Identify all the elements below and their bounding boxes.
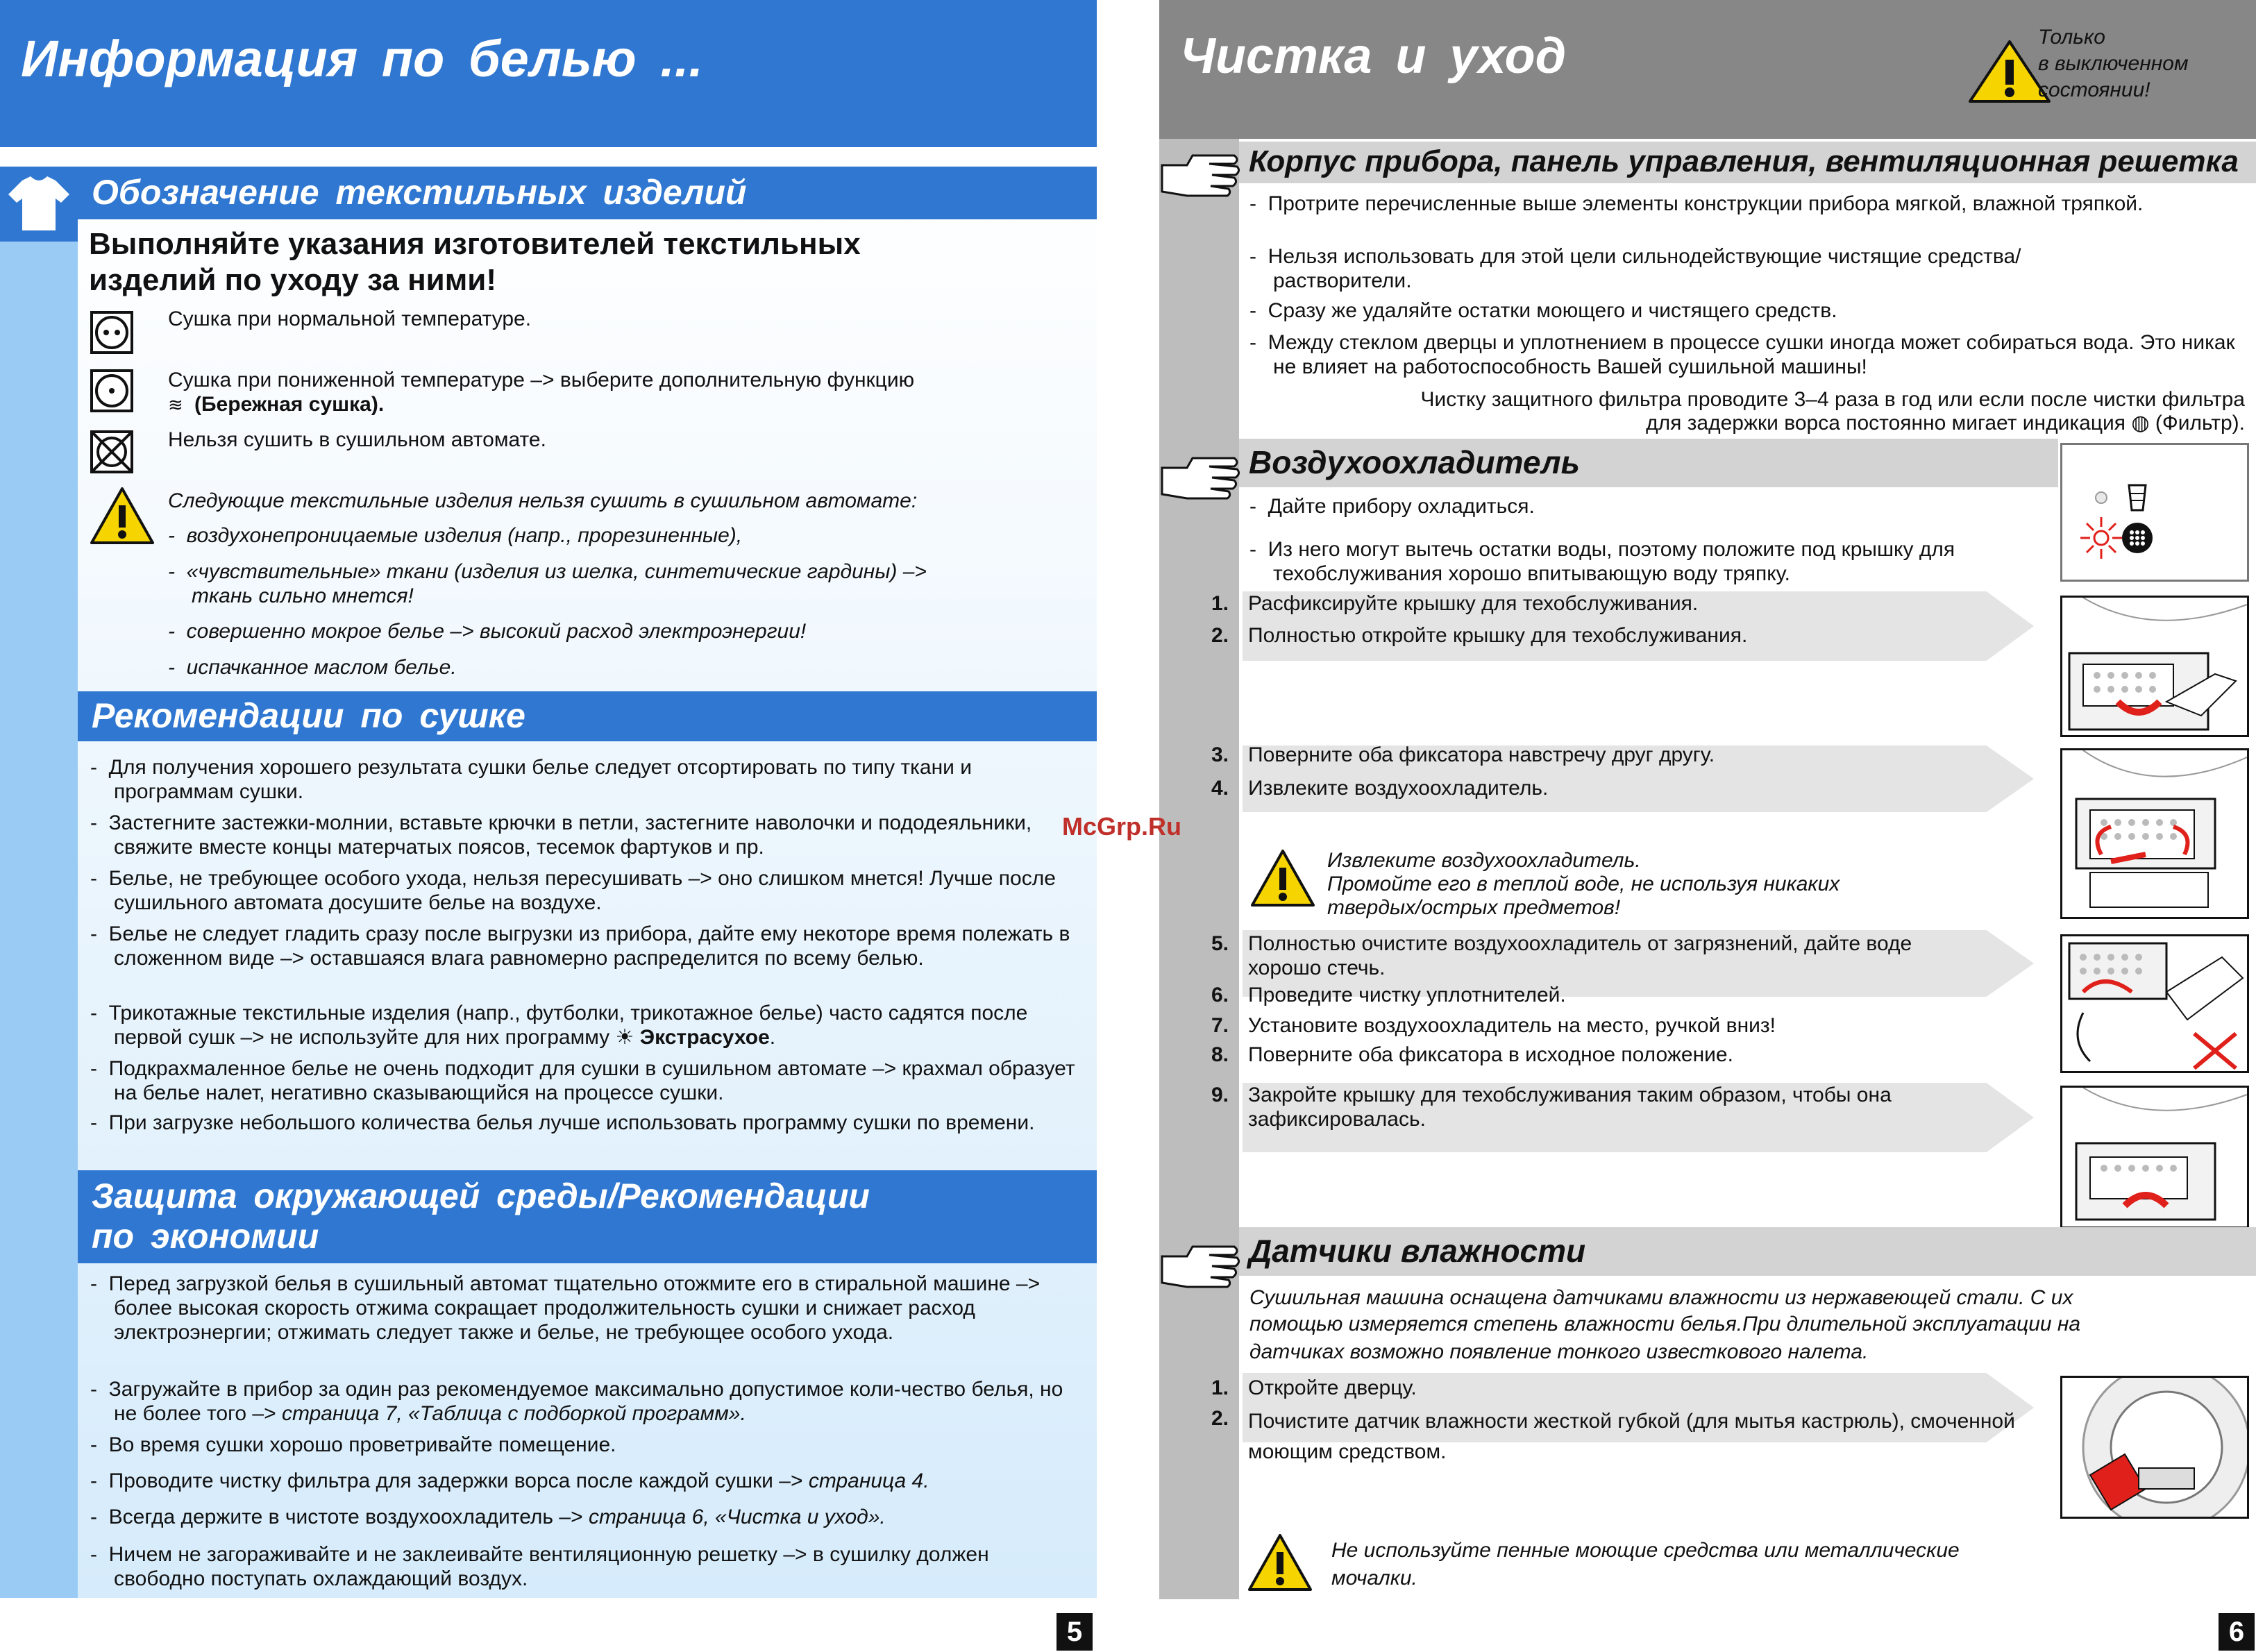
page-number-right: 6 (2219, 1613, 2255, 1651)
cooler-warning-line3: твердых/острых предметов! (1327, 896, 1621, 919)
step-number: 8. (1211, 1043, 1229, 1066)
left-header (0, 0, 1097, 147)
step-text: Извлеките воздухоохладитель. (1248, 777, 1549, 800)
cooler-warning-line1: Извлеките воздухоохладитель. (1327, 849, 1641, 872)
sensor-section-title: Датчики влажности (1239, 1227, 2256, 1276)
hand-icon (1159, 450, 1243, 508)
step-number: 1. (1211, 592, 1229, 615)
step-number: 4. (1211, 777, 1229, 800)
filter-icon: ◍ (2131, 412, 2150, 435)
right-header (1159, 0, 2256, 139)
step-text: Поверните оба фиксатора навстречу друг другу. (1248, 743, 1715, 766)
drying-section-title: Рекомендации по сушке (78, 691, 1097, 741)
eco-item: - Всегда держите в чистоте воздухоохладитель –> страница 6, «Чистка и уход». (90, 1506, 886, 1528)
sensor-clean-illustration (2060, 1376, 2249, 1519)
eco-title-line1: Защита окружающей среды/Рекомендации (92, 1177, 870, 1215)
step-number: 2. (1211, 624, 1229, 647)
indicator-panel (2060, 443, 2249, 582)
cooler-pre-item: - Из него могут вытечь остатки воды, поэтому положите под крышку для техобслуживания хорошо впитывающую воду тряпку. (1249, 538, 1955, 585)
step-number: 2. (1211, 1407, 1229, 1430)
filter-note-line2: для задержки ворса постоянно мигает индикация ◍ (Фильтр). (1646, 412, 2245, 435)
step-text: Почистите датчик влажности жесткой губкой (для мытья кастрюль), смоченной моющим средством. (1248, 1410, 2015, 1463)
symbol-low-text-line1: Сушка при пониженной температуре –> выберите дополнительную функцию (168, 369, 915, 391)
cooler-clean-illustration (2060, 934, 2249, 1073)
page-number-left: 5 (1057, 1613, 1093, 1651)
step-number: 5. (1211, 932, 1229, 955)
step-text: Проведите чистку уплотнителей. (1248, 984, 1566, 1006)
right-page-title: Чистка и уход (1180, 28, 1567, 84)
sensor-intro-line3: датчиках возможно появление тонкого известкового налета. (1249, 1340, 1869, 1363)
step-text: Откройте дверцу. (1248, 1376, 1417, 1399)
header-note-line3: состоянии! (2038, 78, 2150, 101)
step-text: Поверните оба фиксатора в исходное положение. (1248, 1043, 1733, 1066)
warning-icon (89, 486, 155, 546)
cooler-close-illustration (2060, 1086, 2249, 1229)
housing-section-title: Корпус прибора, панель управления, вентиляционная решетка (1239, 142, 2256, 183)
warning-title: Следующие текстильные изделия нельзя сушить в сушильном автомате: (168, 489, 918, 512)
step-text: Расфиксируйте крышку для техобслуживания. (1248, 592, 1699, 615)
left-page-title: Информация по белью ... (21, 30, 703, 87)
sensor-warning-line1: Не используйте пенные моющие средства или металлические (1331, 1539, 1960, 1562)
step-number: 7. (1211, 1014, 1229, 1037)
step-text: Полностью очистите воздухоохладитель от загрязнений, дайте воде хорошо стечь. (1248, 932, 1912, 979)
eco-item: - Проводите чистку фильтра для задержки ворса после каждой сушки –> страница 4. (90, 1469, 929, 1492)
drying-item: - Трикотажные текстильные изделия (напр., футболки, трикотажное белье) часто садятся после первой сушк –> не используйте для них программу ☀ Экстрасухое. (90, 1002, 1028, 1049)
extra-dry-icon: ☀ (615, 1026, 634, 1049)
warning-item: - воздухонепроницаемые изделия (напр., прорезиненные), (168, 524, 743, 547)
eco-item: - Во время сушки хорошо проветривайте помещение. (90, 1433, 616, 1456)
no-dry-icon (90, 430, 133, 473)
step-text: Закройте крышку для техобслуживания таким образом, чтобы она зафиксировалась. (1248, 1084, 1892, 1131)
dry-normal-icon (90, 311, 133, 354)
step-number: 3. (1211, 743, 1229, 766)
drying-item: - Белье, не требующее особого ухода, нельзя пересушивать –> оно слишком мнется! Лучше после сушильного автомата досушите белье на воздухе. (90, 867, 1056, 914)
eco-item: - Ничем не загораживайте и не заклеивайте вентиляционную решетку –> в сушилку должен свободно поступать охлаждающий воздух. (90, 1543, 989, 1590)
step-text: Полностью откройте крышку для техобслуживания. (1248, 624, 1748, 647)
cooler-remove-illustration (2060, 748, 2249, 919)
header-note-line2: в выключенном (2038, 52, 2189, 75)
cooler-section-title: Воздухоохладитель (1239, 439, 2058, 487)
hand-icon (1159, 1238, 1243, 1297)
housing-item: - Сразу же удаляйте остатки моющего и чистящего средств. (1249, 299, 1837, 322)
textile-intro-line2: изделий по уходу за ними! (89, 263, 496, 297)
cooler-pre-item: - Дайте прибору охладиться. (1249, 495, 1535, 518)
header-note-line1: Только (2038, 26, 2105, 49)
symbol-normal-text: Сушка при нормальной температуре. (168, 307, 532, 330)
hand-icon (1159, 147, 1243, 205)
warning-icon (1249, 848, 1316, 908)
tshirt-icon (0, 167, 78, 242)
drying-item: - При загрузке небольшого количества белья лучше использовать программу сушки по времени. (90, 1111, 1035, 1134)
warning-icon (1247, 1533, 1313, 1592)
left-side-strip (0, 167, 78, 1598)
drying-item: - Подкрахмаленное белье не очень подходит для сушки в сушильном автомате –> крахмал образует на белье налет, негативно сказывающийся на процессе сушки. (90, 1057, 1075, 1104)
warning-item: - испачканное маслом белье. (168, 656, 457, 679)
symbol-no-text: Нельзя сушить в сушильном автомате. (168, 428, 546, 451)
eco-item: - Загружайте в прибор за один раз рекомендуемое максимально допустимое коли-чество белья, но не более того –> страница 7, «Таблица с подборкой программ». (90, 1378, 1063, 1425)
step-number: 9. (1211, 1084, 1229, 1106)
warning-item: - совершенно мокрое белье –> высокий расход электроэнергии! (168, 620, 807, 643)
cooler-warning-line2: Промойте его в теплой воде, не используя никаких (1327, 873, 1840, 895)
filter-note-line1: Чистку защитного фильтра проводите 3–4 раза в год или если после чистки фильтра (1420, 388, 2245, 411)
symbol-low-text-line2: ≋ (Бережная сушка). (168, 393, 385, 416)
housing-item: - Протрите перечисленные выше элементы конструкции прибора мягкой, влажной тряпкой. (1249, 192, 2144, 215)
watermark: McGrp.Ru (1062, 812, 1182, 841)
gentle-dry-icon: ≋ (168, 394, 183, 415)
drying-item: - Белье не следует гладить сразу после выгрузки из прибора, дайте ему некоторе время полежать в сложенном виде –> оставшаяся влага равномерно распределится по всему белью. (90, 922, 1070, 970)
warning-item: - «чувствительные» ткани (изделия из шелка, синтетические гардины) –> ткань сильно мнется! (168, 560, 927, 607)
sensor-intro-line2: помощью измеряется степень влажности белья.При длительной эксплуатации на (1249, 1313, 2081, 1335)
step-text: Установите воздухоохладитель на место, ручкой вниз! (1248, 1014, 1776, 1037)
dry-low-icon (90, 369, 133, 412)
eco-section-title (78, 1170, 1097, 1263)
textile-intro-line1: Выполняйте указания изготовителей текстильных (89, 227, 861, 261)
eco-item: - Перед загрузкой белья в сушильный автомат тщательно отожмите его в стиральной машине –> более высокая скорость отжима сокращает продолжительность сушки и снижает расход электроэнергии; отжимать следует также и белье, не требующее особого ухода. (90, 1272, 1041, 1344)
eco-title-line2: по экономии (92, 1217, 319, 1256)
drying-item: - Застегните застежки-молнии, вставьте крючки в петли, застегните наволочки и пододеяльники, свяжите вместе концы матерчатых поясов, тесемок фартуков и пр. (90, 811, 1032, 859)
step-number: 6. (1211, 984, 1229, 1006)
sensor-intro-line1: Сушильная машина оснащена датчиками влажности из нержавеющей стали. С их (1249, 1286, 2073, 1309)
cooler-open-illustration (2060, 596, 2249, 737)
housing-item: - Между стеклом дверцы и уплотнением в процессе сушки иногда может собираться вода. Это никак не влияет на работоспособность Вашей сушильной машины! (1249, 331, 2235, 378)
sensor-warning-line2: мочалки. (1331, 1567, 1417, 1590)
textile-section-title: Обозначение текстильных изделий (78, 167, 1097, 219)
step-number: 1. (1211, 1376, 1229, 1399)
drying-item: - Для получения хорошего результата сушки белье следует отсортировать по типу ткани и программам сушки. (90, 756, 973, 803)
housing-item: - Нельзя использовать для этой цели сильнодействующие чистящие средства/растворители. (1249, 245, 2021, 292)
